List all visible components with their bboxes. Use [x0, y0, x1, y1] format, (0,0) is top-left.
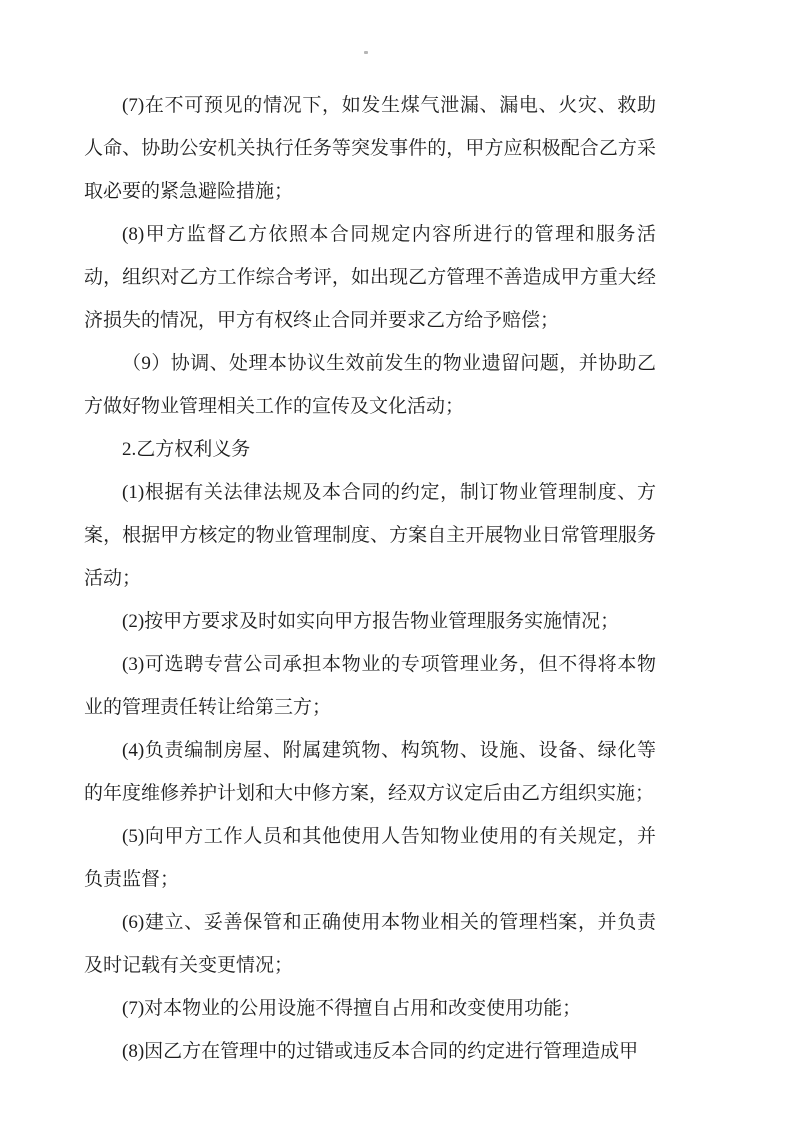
clause-party-b-item-5: (5)向甲方工作人员和其他使用人告知物业使用的有关规定，并负责监督； — [84, 826, 656, 890]
clause-party-b-item-4: (4)负责编制房屋、附属建筑物、构筑物、设施、设备、绿化等的年度维修养护计划和大中修方案，经双方议定后由乙方组织实施； — [84, 740, 656, 804]
section-heading-party-b-rights: 2.乙方权利义务 — [122, 439, 251, 460]
clause-party-b-item-7: (7)对本物业的公用设施不得擅自占用和改变使用功能； — [122, 998, 582, 1019]
clause-party-b-item-1: (1)根据有关法律法规及本合同的约定，制订物业管理制度、方案，根据甲方核定的物业管理制度、方案自主开展物业日常管理服务活动； — [84, 482, 656, 589]
clause-party-b-item-6: (6)建立、妥善保管和正确使用本物业相关的管理档案，并负责及时记载有关变更情况； — [84, 912, 656, 976]
clause-party-a-item-8: (8)甲方监督乙方依照本合同规定内容所进行的管理和服务活动，组织对乙方工作综合考评，如出现乙方管理不善造成甲方重大经济损失的情况，甲方有权终止合同并要求乙方给予赔偿； — [84, 224, 656, 331]
clause-party-a-item-9: （9）协调、处理本协议生效前发生的物业遗留问题，并协助乙方做好物业管理相关工作的宣传及文化活动； — [84, 353, 656, 417]
clause-party-b-item-3: (3)可选聘专营公司承担本物业的专项管理业务，但不得将本物业的管理责任转让给第三方； — [84, 654, 656, 718]
contract-text-block — [84, 84, 656, 1073]
clause-party-b-item-2: (2)按甲方要求及时如实向甲方报告物业管理服务实施情况； — [122, 611, 620, 632]
clause-party-b-item-8: (8)因乙方在管理中的过错或违反本合同的约定进行管理造成甲 — [122, 1041, 639, 1062]
clause-party-a-item-7: (7)在不可预见的情况下，如发生煤气泄漏、漏电、火灾、救助人命、协助公安机关执行任务等突发事件的，甲方应积极配合乙方采取必要的紧急避险措施； — [84, 95, 656, 202]
scan-artifact-dot — [364, 51, 368, 54]
